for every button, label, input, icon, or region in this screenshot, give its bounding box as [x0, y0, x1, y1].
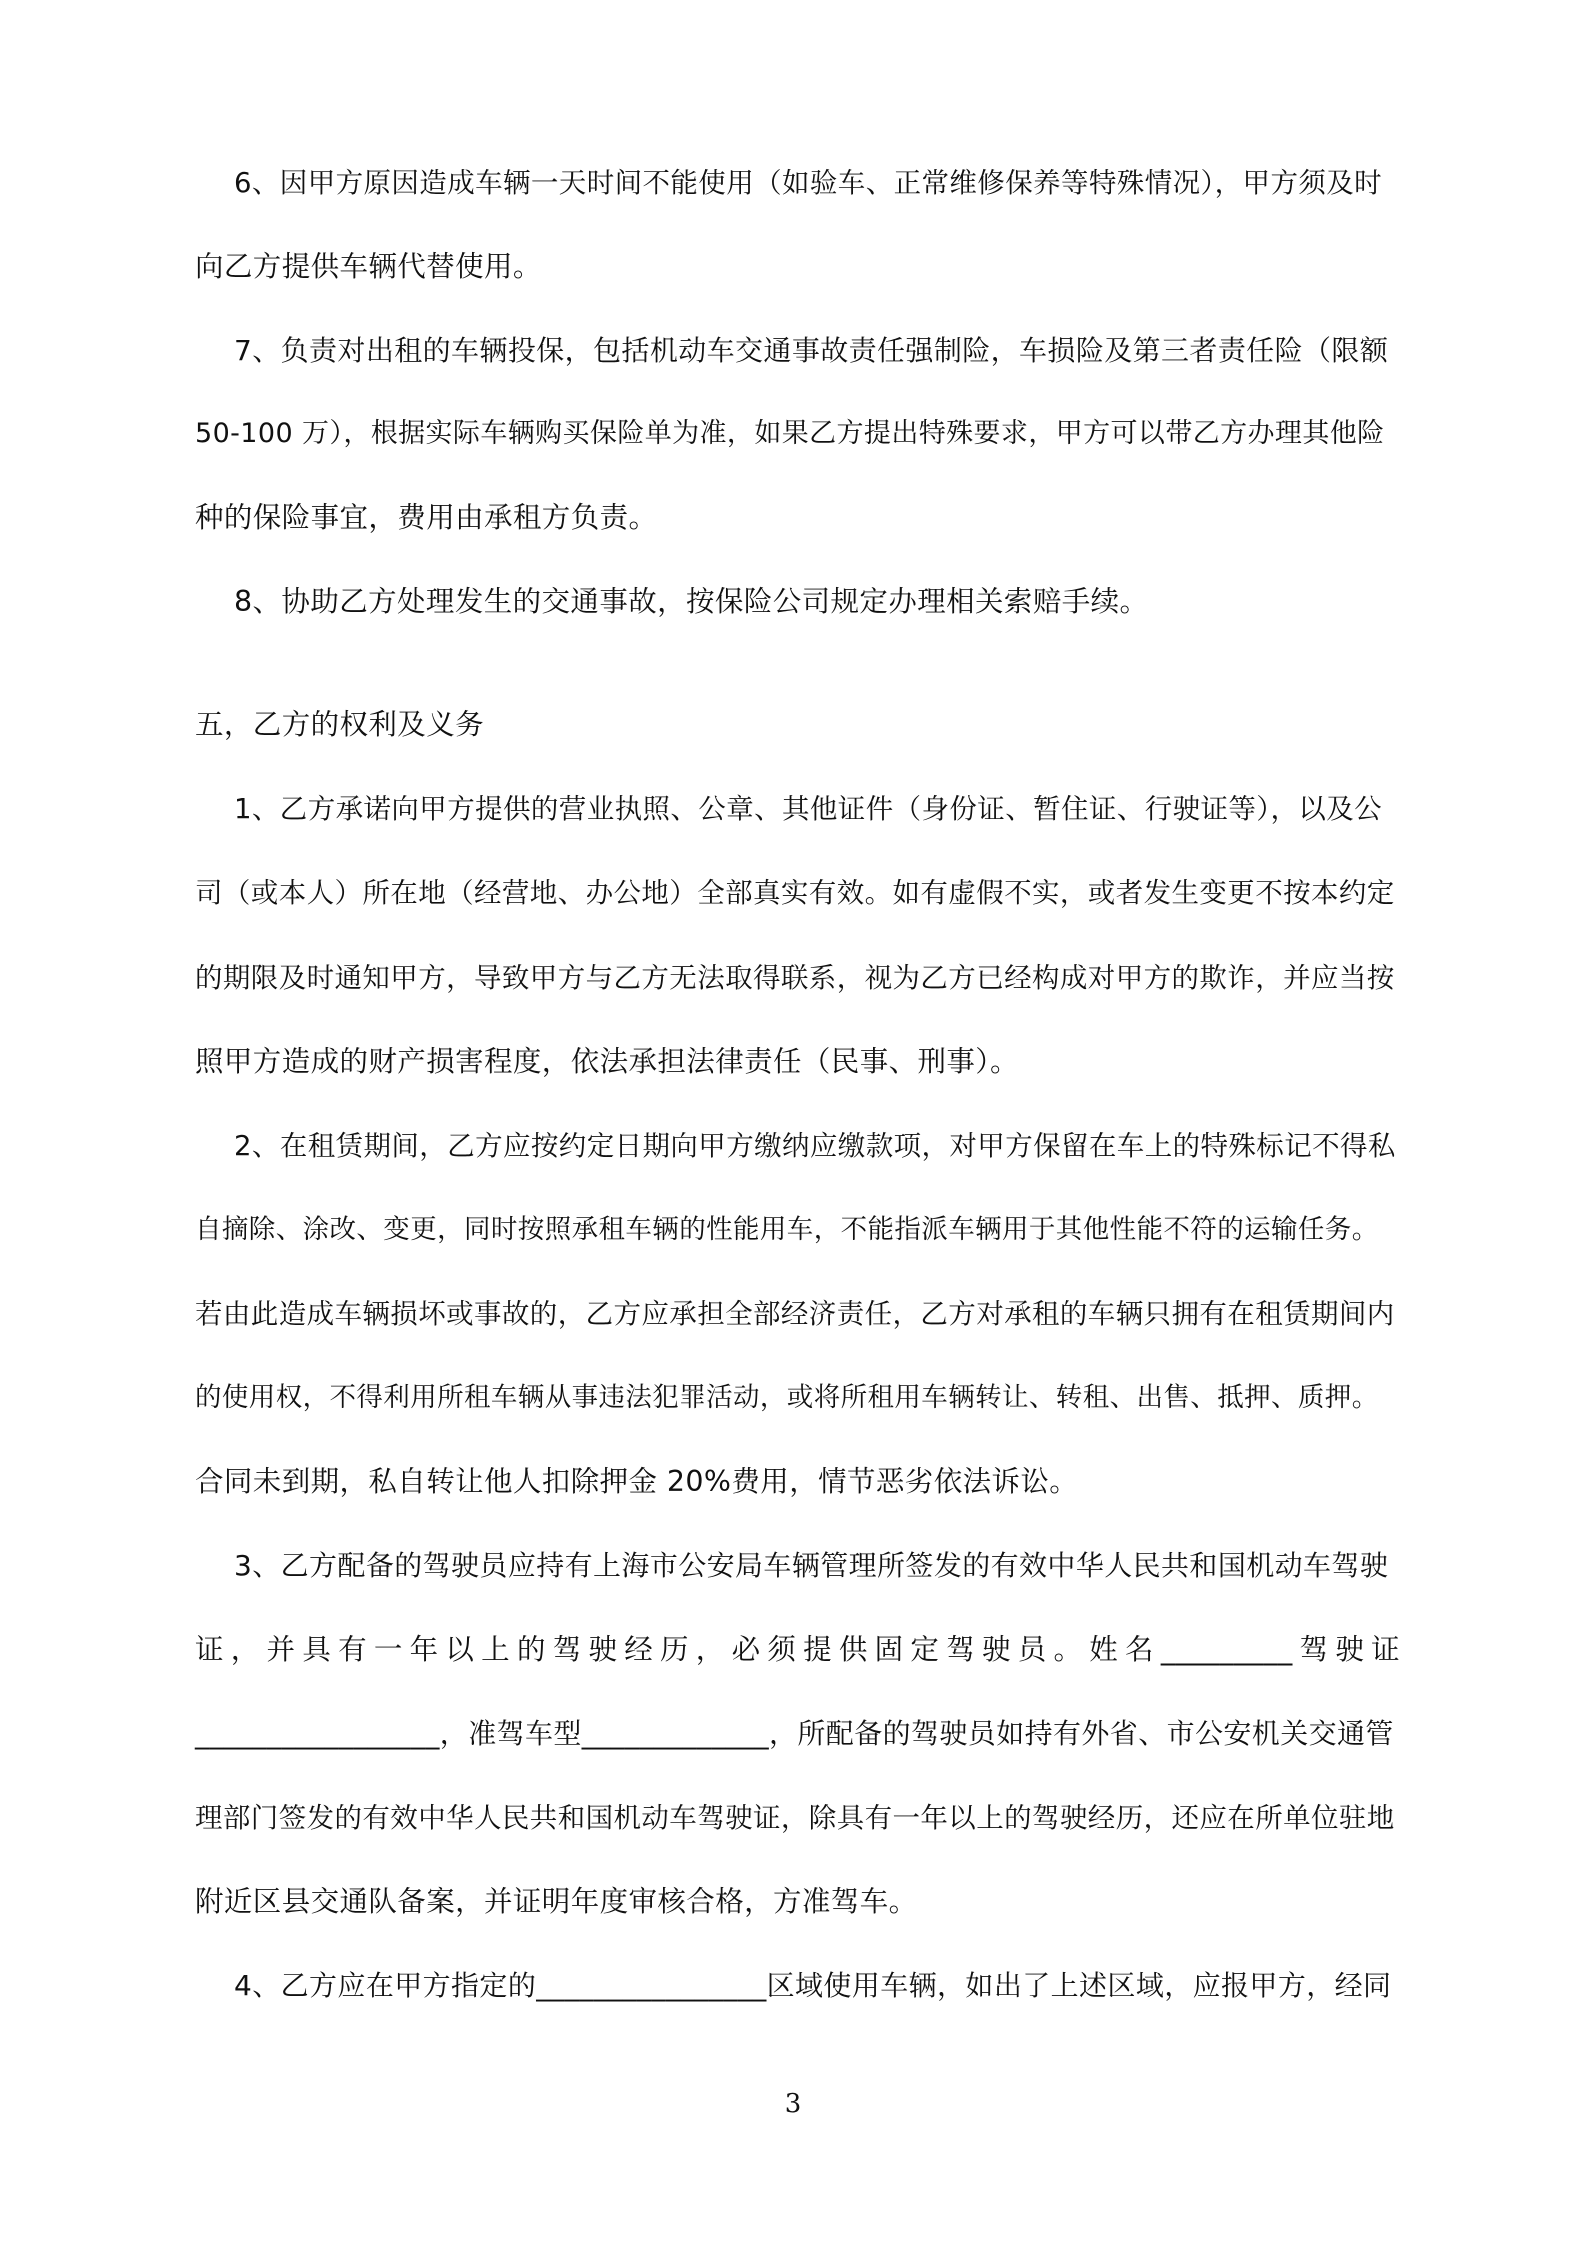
clause-b2-line-1: 2、在租赁期间，乙方应按约定日期向甲方缴纳应缴款项，对甲方保留在车上的特殊标记不得私 [234, 1130, 1396, 1162]
page-number: 3 [784, 2089, 802, 2119]
clause-b2-line-3: 若由此造成车辆损坏或事故的，乙方应承担全部经济责任，乙方对承租的车辆只拥有在租赁期间内 [195, 1298, 1395, 1330]
clause-7-line-1: 7、负责对出租的车辆投保，包括机动车交通事故责任强制险，车损险及第三者责任险（限额 [234, 334, 1389, 367]
clause-6-line-1: 6、因甲方原因造成车辆一天时间不能使用（如验车、正常维修保养等特殊情况），甲方须及时 [234, 167, 1383, 199]
section-heading: 五，乙方的权利及义务 [195, 708, 485, 741]
clause-b3-line-1: 3、乙方配备的驾驶员应持有上海市公安局车辆管理所签发的有效中华人民共和国机动车驾驶 [234, 1549, 1389, 1582]
clause-b1-line-2: 司（或本人）所在地（经营地、办公地）全部真实有效。如有虚假不实，或者发生变更不按本约定 [195, 877, 1395, 909]
clause-8-line-1: 8、协助乙方处理发生的交通事故，按保险公司规定办理相关索赔手续。 [234, 585, 1149, 618]
clause-b2-line-4: 的使用权，不得利用所租车辆从事违法犯罪活动，或将所租用车辆转让、转租、出售、抵押、质押。 [195, 1382, 1379, 1413]
clause-b2-line-5: 合同未到期，私自转让他人扣除押金 20%费用，情节恶劣依法诉讼。 [195, 1465, 1079, 1498]
clause-b1-line-3: 的期限及时通知甲方，导致甲方与乙方无法取得联系，视为乙方已经构成对甲方的欺诈，并应当按 [195, 962, 1395, 994]
clause-6-line-2: 向乙方提供车辆代替使用。 [195, 250, 542, 283]
clause-b2-line-2: 自摘除、涂改、变更，同时按照承租车辆的性能用车，不能指派车辆用于其他性能不符的运输任务。 [195, 1214, 1379, 1245]
clause-b3-line-4: 理部门签发的有效中华人民共和国机动车驾驶证，除具有一年以上的驾驶经历，还应在所单位驻地 [195, 1802, 1395, 1834]
clause-b1-line-4: 照甲方造成的财产损害程度，依法承担法律责任（民事、刑事）。 [195, 1045, 1019, 1078]
clause-b3-line-5: 附近区县交通队备案，并证明年度审核合格，方准驾车。 [195, 1885, 918, 1918]
clause-7-line-3: 种的保险事宜，费用由承租方负责。 [195, 501, 658, 534]
clause-b3-line-3: _________________，准驾车型_____________，所配备的驾驶员如持有外省、市公安机关交通管 [195, 1717, 1394, 1750]
clause-7-line-2: 50-100 万），根据实际车辆购买保险单为准，如果乙方提出特殊要求，甲方可以带乙方办理其他险 [195, 418, 1385, 449]
clause-b1-line-1: 1、乙方承诺向甲方提供的营业执照、公章、其他证件（身份证、暂住证、行驶证等），以及公 [234, 793, 1383, 825]
clause-b3-line-2: 证，并具有一年以上的驾驶经历，必须提供固定驾驶员。姓名_________驾驶证 [195, 1633, 1400, 1666]
clause-b4-line-1: 4、乙方应在甲方指定的________________区域使用车辆，如出了上述区域，应报甲方，经同 [234, 1969, 1392, 2002]
